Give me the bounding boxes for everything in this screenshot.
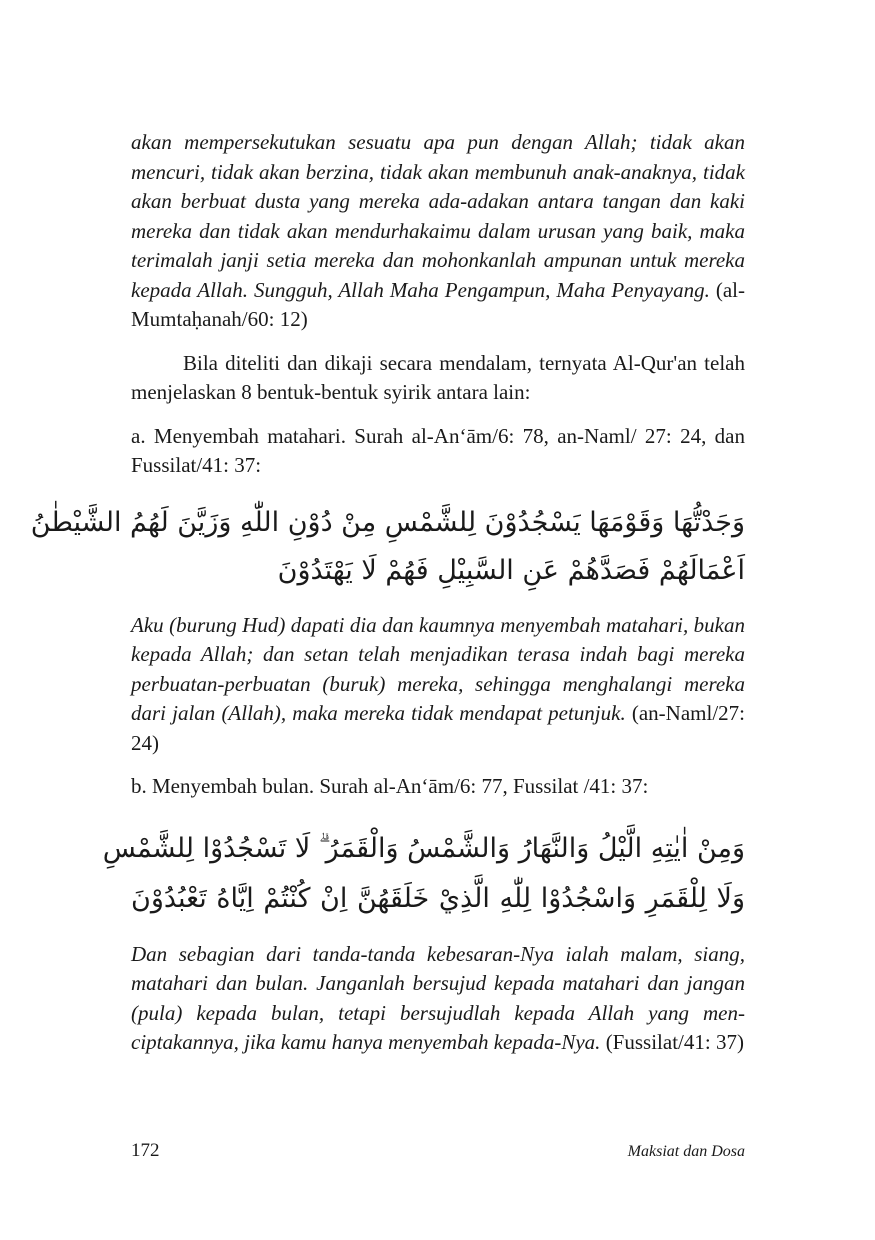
- verse-citation: (Fussilat/41: 37): [600, 1030, 744, 1054]
- running-title: Maksiat dan Dosa: [627, 1143, 745, 1160]
- arabic-verse-line: وَجَدْتُّهَا وَقَوْمَهَا يَسْجُدُوْنَ لِلشَّمْسِ مِنْ دُوْنِ اللّٰهِ وَزَيَّنَ لَهُمُ الشَّيْطٰنُ: [30, 506, 745, 538]
- intro-paragraph: Bila diteliti dan dikaji secara mendalam, ternyata Al-Qur'an telah menjelaskan 8 bentuk-bentuk syirik antara lain:: [131, 350, 745, 404]
- translation-paragraph-naml: [131, 611, 745, 759]
- verse-citation: (an-Naml/27: 24): [131, 701, 745, 755]
- translation-text: Dan sebagian dari tanda-tanda kebesaran-Nya ialah malam, siang, matahari dan bulan. Janganlah bersujud kepada matahari dan jangan (pula) kepada bulan, tetapi bersujudlah kepada Allah yang men-ciptakannya, jika kamu hanya menyembah kepada-Nya.: [131, 941, 745, 1054]
- translation-paragraph-mumtahanah: [131, 128, 745, 335]
- page-number: 172: [131, 1140, 160, 1161]
- verse-citation: (al-Mumtaḥanah/60: 12): [131, 277, 745, 331]
- item-b-heading: b. Menyembah bulan. Surah al-An‘ām/6: 77, Fussilat /41: 37:: [131, 774, 649, 798]
- arabic-verse-line: وَلَا لِلْقَمَرِ وَاسْجُدُوْا لِلّٰهِ الَّذِيْ خَلَقَهُنَّ اِنْ كُنْتُمْ اِيَّاهُ تَعْبُدُوْنَ: [131, 882, 745, 914]
- translation-text: akan mempersekutukan sesuatu apa pun dengan Allah; tidak akan mencuri, tidak akan berzina, tidak akan membunuh anak-anaknya, tidak akan berbuat dusta yang mereka ada-adakan antara tangan dan kaki mereka dan tidak akan mendurhakaimu dalam urusan yang baik, maka terimalah janji setia mereka dan mohonkanlah ampunan untuk mereka kepada Allah. Sungguh, Allah Maha Pengampun, Maha Penyayang.: [131, 130, 745, 302]
- page-footer: [131, 1140, 745, 1162]
- item-a-heading: a. Menyembah matahari. Surah al-An‘ām/6: 78, an-Naml/ 27: 24, dan Fussilat/41: 37:: [131, 423, 745, 477]
- translation-paragraph-fussilat: [131, 940, 745, 1058]
- page-body: [30, 128, 745, 1058]
- translation-text: Aku (burung Hud) dapati dia dan kaumnya menyembah matahari, bukan kepada Allah; dan setan telah menjadikan terasa indah bagi mereka perbuatan-perbuatan (buruk) mereka, sehingga menghalangi mereka dari jalan (Allah), maka mereka tidak mendapat petunjuk.: [131, 612, 745, 725]
- arabic-verse-line: اَعْمَالَهُمْ فَصَدَّهُمْ عَنِ السَّبِيْلِ فَهُمْ لَا يَهْتَدُوْنَ: [277, 554, 745, 586]
- arabic-verse-line: وَمِنْ اٰيٰتِهِ الَّيْلُ وَالنَّهَارُ وَالشَّمْسُ وَالْقَمَرُ ۗ لَا تَسْجُدُوْا لِلشَّمْسِ: [102, 832, 745, 864]
